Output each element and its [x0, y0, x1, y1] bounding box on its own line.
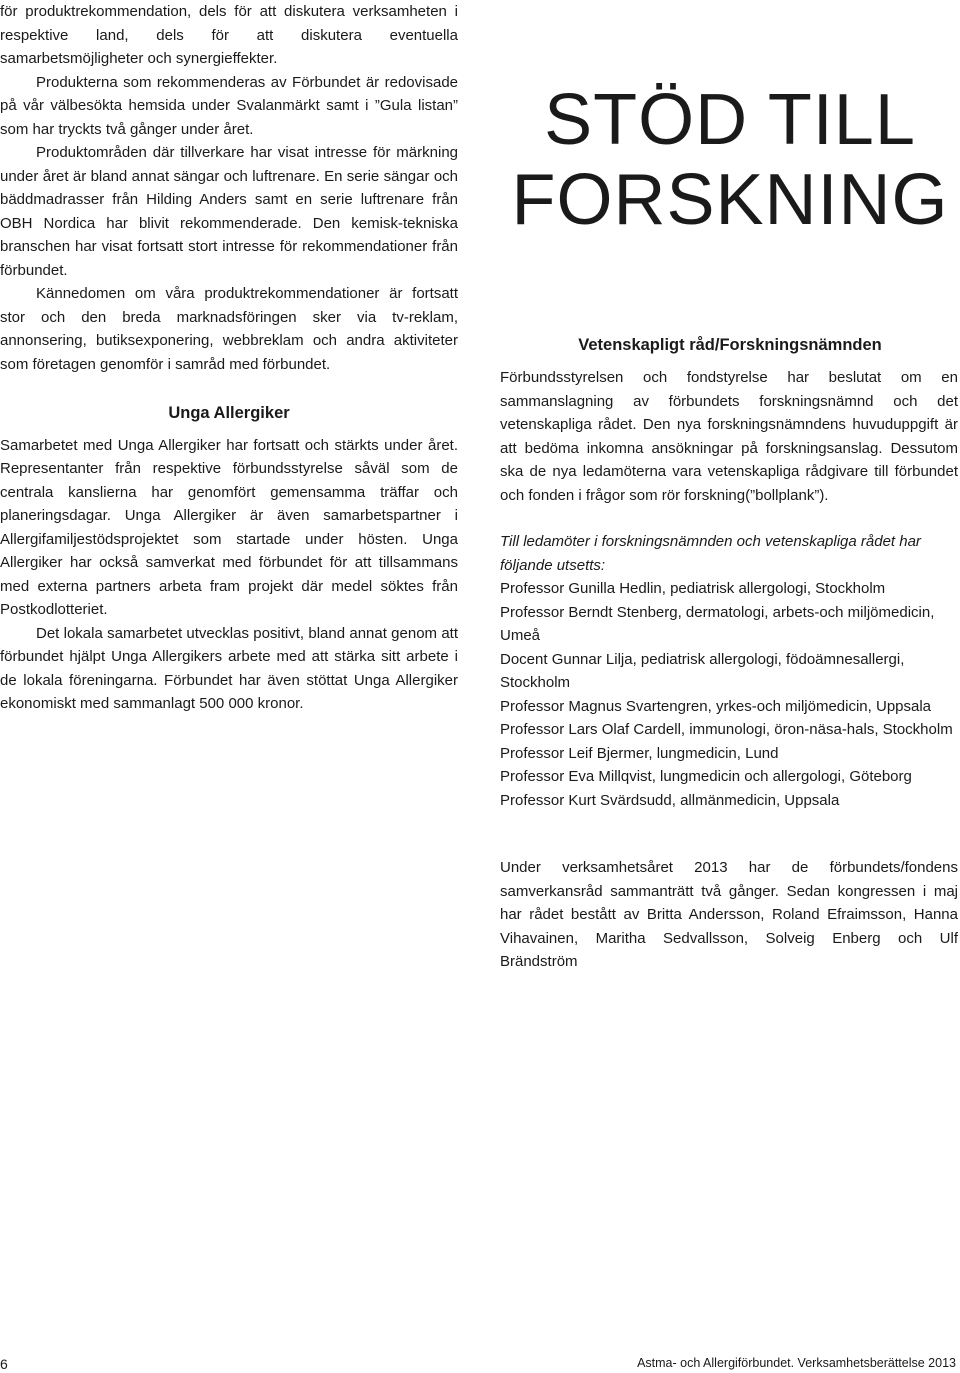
- heading-research-council: Vetenskapligt råd/Forskningsnämnden: [578, 336, 882, 354]
- page-title-line-1: STÖD TILL: [544, 80, 916, 160]
- paragraph-product-areas: Produktområden där tillverkare har visat intresse för märkning under året är bland annat sängar och luftrenare. En serie sängar och bäddmadrasser från Hilding Anders samt en serie luftrenare från OBH Nordica har blivit rekommenderade. Den kemisk-tekniska branschen har visat fortsatt stort intresse för rekommendationer från förbundet.: [0, 144, 458, 279]
- member-item: Docent Gunnar Lilja, pediatrisk allergologi, födoämnesallergi, Stockholm: [500, 650, 905, 691]
- paragraph-product-recommendation: för produktrekommendation, dels för att diskutera verksamheten i respektive land, dels för att diskutera eventuella samarbetsmöjligheter och synergieffekter.: [0, 3, 458, 67]
- member-item: Professor Magnus Svartengren, yrkes-och miljömedicin, Uppsala: [500, 697, 932, 715]
- left-column: [0, 0, 458, 716]
- members-section: [500, 530, 958, 812]
- page-number: 6: [0, 1356, 8, 1372]
- heading-unga-allergiker: Unga Allergiker: [168, 404, 290, 422]
- paragraph-local-collaboration: Det lokala samarbetet utvecklas positivt, bland annat genom att förbundet hjälpt Unga Allergikers arbete med att stärka sitt arbete i de lokala föreningarna. Förbundet har även stöttat Unga Allergiker ekonomiskt med sammanlagt 500 000 kronor.: [0, 624, 458, 712]
- page-title: [500, 80, 960, 240]
- member-item: Professor Lars Olaf Cardell, immunologi, öron-näsa-hals, Stockholm: [500, 721, 953, 738]
- paragraph-collaboration: Samarbetet med Unga Allergiker har fortsatt och stärkts under året. Representanter från respektive förbundsstyrelse såväl som de centrala kanslierna har genomfört gemensamma träffar och planeringsdagar. Unga Allergiker är även samarbetspartner i Allergifamiljestödsprojektet som startade under hösten. Unga Allergiker har också samverkat med förbundet för att tillsammans med externa partners arbeta fram projekt där medel söktes från Postkodlotteriet.: [0, 436, 458, 618]
- publication-footer: Astma- och Allergiförbundet. Verksamhetsberättelse 2013: [637, 1356, 956, 1370]
- paragraph-marketing: Kännedomen om våra produktrekommendationer är fortsatt stor och den breda marknadsföringen sker via tv-reklam, annonsering, butiksexponering, webbreklam och andra aktiviteter som företagen genomför i samråd med förbundet.: [0, 285, 458, 373]
- paragraph-council-intro: Förbundsstyrelsen och fondstyrelse har beslutat om en sammanslagning av förbundets forskningsnämnd och det vetenskapliga rådet. Den nya forskningsnämndens huvuduppgift är att bedöma inkomna ansökningar på forskningsanslag. Dessutom ska de nya ledamöterna vara vetenskapliga rådgivare till förbundet och fonden i frågor som rör forskning(”bollplank”).: [500, 369, 958, 504]
- member-item: Professor Leif Bjermer, lungmedicin, Lund: [500, 744, 779, 762]
- member-item: Professor Eva Millqvist, lungmedicin och allergologi, Göteborg: [500, 768, 912, 785]
- member-item: Professor Berndt Stenberg, dermatologi, arbets-och miljömedicin, Umeå: [500, 603, 935, 644]
- page-title-line-2: FORSKNING: [511, 160, 949, 240]
- member-item: Professor Gunilla Hedlin, pediatrisk allergologi, Stockholm: [500, 580, 886, 597]
- paragraph-products-website: Produkterna som rekommenderas av Förbundet är redovisade på vår välbesökta hemsida under Svalanmärkt samt i ”Gula listan” som har tryckts två gånger under året.: [0, 73, 458, 138]
- member-item: Professor Kurt Svärdsudd, allmänmedicin, Uppsala: [500, 791, 840, 809]
- paragraph-closing: Under verksamhetsåret 2013 har de förbundets/fondens samverkansråd sammanträtt två gånger. Sedan kongressen i maj har rådet bestått av Britta Andersson, Roland Efraimsson, Hanna Vihavainen, Maritha Sedvallsson, Solveig Enberg och Ulf Brändström: [500, 859, 958, 970]
- members-intro: Till ledamöter i forskningsnämnden och vetenskapliga rådet har följande utsetts:: [500, 533, 921, 574]
